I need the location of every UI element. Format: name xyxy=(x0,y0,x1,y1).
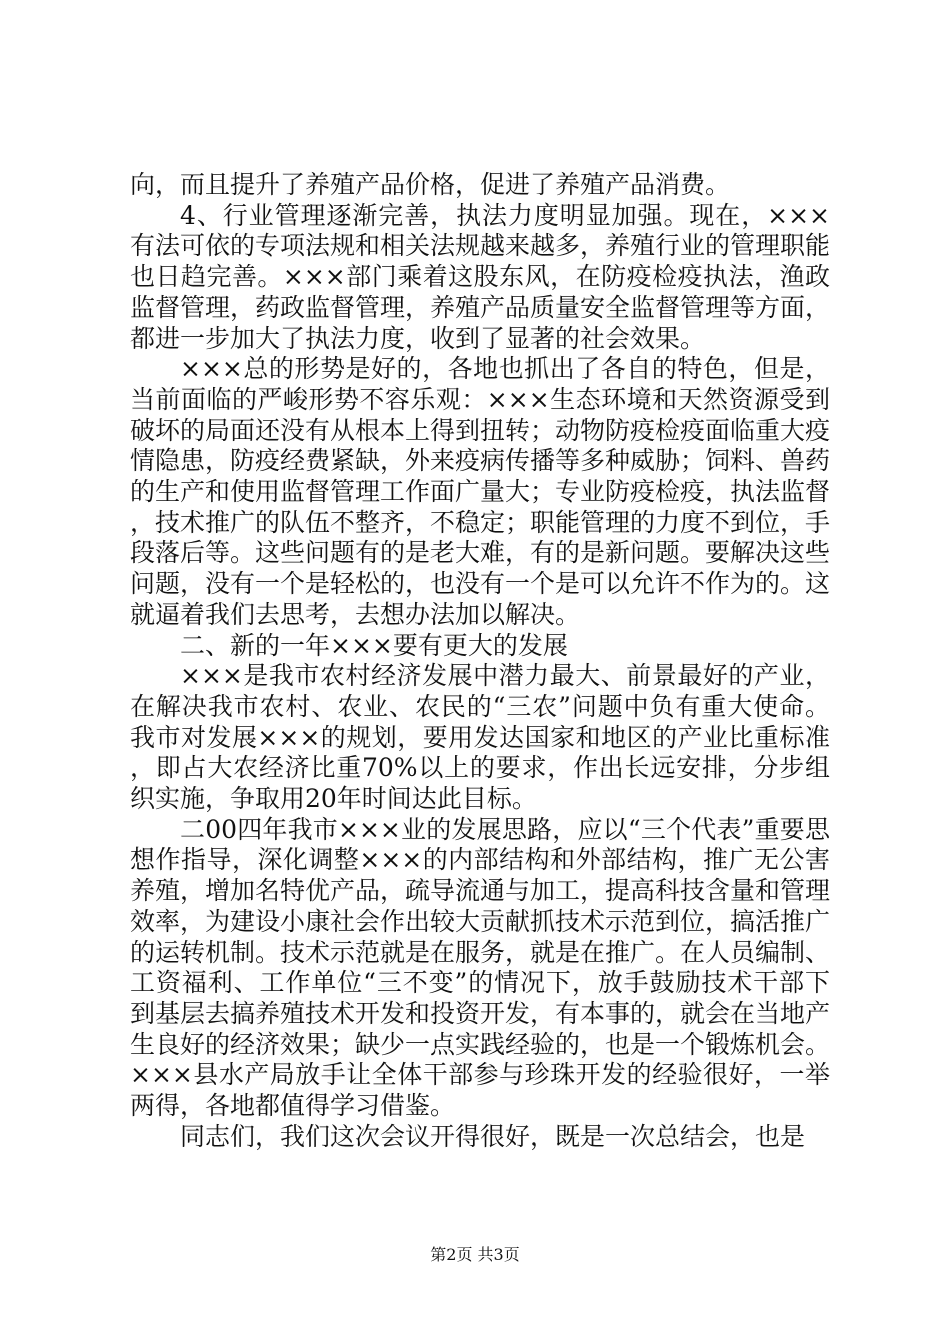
paragraph-6: 同志们，我们这次会议开得很好，既是一次总结会，也是 xyxy=(180,1121,806,1151)
page-footer: 第2页 共3页 xyxy=(430,1245,520,1264)
paragraph-4: ×××是我市农村经济发展中潜力最大、前景最好的产业，在解决我市农村、农业、农民的“三农”问题中负有重大使命。我市对发展×××的规划，要用发达国家和地区的产业比重标准，即占大农经济比重70%以上的要求，作出长远安排，分步组织实施，争取用20年时间达此目标。 xyxy=(130,661,830,814)
paragraph-1: 向，而且提升了养殖产品价格，促进了养殖产品消费。 xyxy=(130,170,731,199)
document-body xyxy=(130,170,830,1153)
paragraph-2: 4、行业管理逐渐完善，执法力度明显加强。现在，×××有法可依的专项法规和相关法规越来越多，养殖行业的管理职能也日趋完善。×××部门乘着这股东风，在防疫检疫执法，渔政监督管理，药政监督管理，养殖产品质量安全监督管理等方面，都进一步加大了执法力度，收到了显著的社会效果。 xyxy=(130,200,831,353)
section-heading: 二、新的一年×××要有更大的发展 xyxy=(180,630,568,660)
paragraph-3: ×××总的形势是好的，各地也抓出了各自的特色，但是，当前面临的严峻形势不容乐观：×××生态环境和天然资源受到破坏的局面还没有从根本上得到扭转；动物防疫检疫面临重大疫情隐患，防疫经费紧缺，外来疫病传播等多种威胁；饲料、兽药的生产和使用监督管理工作面广量大；专业防疫检疫，执法监督，技术推广的队伍不整齐，不稳定；职能管理的力度不到位，手段落后等。这些问题有的是老大难，有的是新问题。要解决这些问题，没有一个是轻松的，也没有一个是可以允许不作为的。这就逼着我们去思考，去想办法加以解决。 xyxy=(130,354,831,629)
paragraph-5: 二00四年我市×××业的发展思路，应以“三个代表”重要思想作指导，深化调整×××的内部结构和外部结构，推广无公害养殖，增加名特优产品，疏导流通与加工，提高科技含量和管理效率，为建设小康社会作出较大贡献抓技术示范到位，搞活推广的运转机制。技术示范就是在服务，就是在推广。在人员编制、工资福利、工作单位“三不变”的情况下，放手鼓励技术干部下到基层去搞养殖技术开发和投资开发，有本事的，就会在当地产生良好的经济效果；缺少一点实践经验的，也是一个锻炼机会。×××县水产局放手让全体干部参与珍珠开发的经验很好，一举两得，各地都值得学习借鉴。 xyxy=(130,814,831,1121)
